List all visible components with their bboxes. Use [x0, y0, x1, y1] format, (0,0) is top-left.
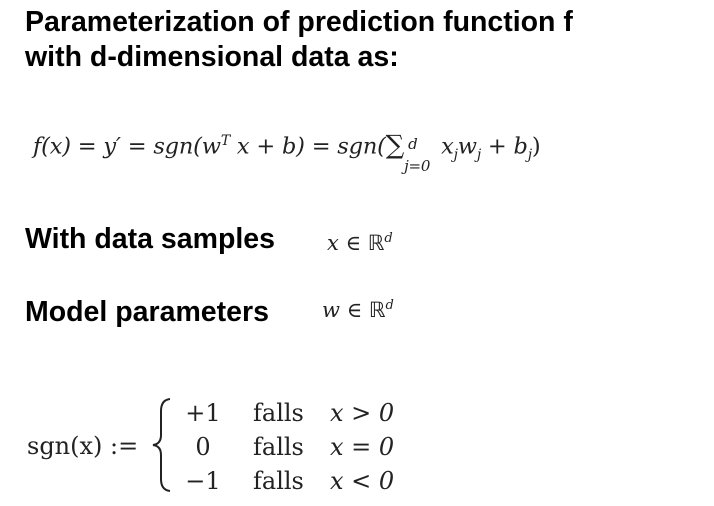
- data-samples-exponent: d: [384, 231, 393, 246]
- formula-f-of-x: f(x): [33, 133, 71, 160]
- data-samples-set: [327, 224, 393, 258]
- sum-upper-limit: d: [408, 134, 418, 153]
- case-value: 0: [195, 433, 211, 461]
- case-condition: x < 0: [330, 467, 395, 495]
- case-condition: x = 0: [330, 433, 395, 461]
- model-parameters-set: [322, 291, 394, 325]
- formula-plus-b: + b: [487, 133, 528, 160]
- formula-term-x: x: [441, 133, 454, 160]
- case-value: +1: [185, 399, 221, 427]
- formula-equals-3: =: [311, 133, 331, 160]
- heading-line-2: with d-dimensional data as:: [25, 41, 399, 73]
- sgn-case-positive: [0, 396, 714, 430]
- sum-lower-limit: j=0: [404, 156, 431, 175]
- formula-close-paren: ): [531, 133, 541, 160]
- page-heading: [25, 5, 705, 75]
- model-parameters-real-set: ℝ: [368, 298, 386, 322]
- formula-subscript-j-x: j: [453, 147, 458, 163]
- formula-equals-1: =: [77, 133, 97, 160]
- formula-transpose: T: [220, 133, 230, 149]
- formula-sgn-sum: sgn(: [337, 133, 386, 160]
- case-value: −1: [185, 467, 221, 495]
- prediction-formula: [33, 121, 540, 175]
- sum-symbol: ∑: [385, 130, 405, 161]
- case-word: falls: [253, 433, 304, 461]
- formula-sgn-linear: sgn(w: [153, 133, 221, 160]
- data-samples-element-of: ∈: [345, 231, 362, 255]
- data-samples-real-set: ℝ: [367, 231, 385, 255]
- model-parameters-element-of: ∈: [346, 298, 363, 322]
- sgn-case-zero: [0, 430, 714, 464]
- sgn-definition-lhs: sgn(x) :=: [27, 432, 139, 460]
- model-parameters-label: Model parameters: [25, 296, 269, 328]
- sgn-case-negative: [0, 464, 714, 498]
- case-word: falls: [253, 399, 304, 427]
- formula-equals-2: =: [127, 133, 147, 160]
- data-samples-variable: x: [327, 231, 339, 255]
- heading-line-1: Parameterization of prediction function f: [25, 6, 573, 38]
- model-parameters-exponent: d: [385, 298, 394, 313]
- case-word: falls: [253, 467, 304, 495]
- formula-term-w: w: [457, 133, 477, 160]
- data-samples-label: With data samples: [25, 223, 275, 255]
- sum-limits: [402, 130, 438, 175]
- formula-subscript-j-w: j: [476, 147, 481, 163]
- model-parameters-variable: w: [322, 298, 340, 322]
- formula-y-prime: y′: [103, 133, 121, 160]
- case-condition: x > 0: [330, 399, 395, 427]
- formula-linear-rest: x + b): [236, 133, 305, 160]
- formula-subscript-j-b: j: [527, 147, 532, 163]
